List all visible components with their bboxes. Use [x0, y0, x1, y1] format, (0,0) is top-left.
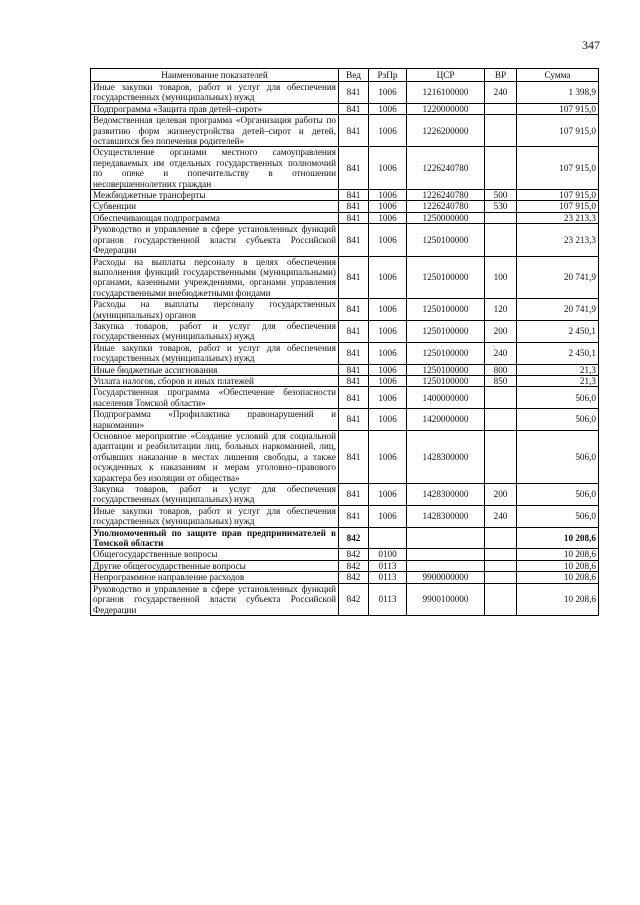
table-row: [91, 224, 599, 256]
header-vr: ВР: [485, 69, 517, 82]
row-ved: 841: [339, 387, 369, 409]
row-rzpr: 1006: [369, 147, 407, 190]
row-rzpr: 1006: [369, 320, 407, 342]
row-rzpr: [369, 527, 407, 549]
row-csr: 1428300000: [407, 484, 485, 506]
row-name: Руководство и управление в сфере установленных функций органов государственной власти субъекта Российской Федерации: [91, 583, 339, 615]
row-sum: 2 450,1: [517, 342, 599, 364]
table-row: [91, 431, 599, 484]
row-rzpr: 1006: [369, 505, 407, 527]
row-vr: [485, 572, 517, 583]
row-name: Иные закупки товаров, работ и услуг для обеспечения государственных (муниципальных) нужд: [91, 505, 339, 527]
row-csr: 1428300000: [407, 431, 485, 484]
row-sum: 107 915,0: [517, 201, 599, 212]
table-row: [91, 103, 599, 114]
row-csr: 9900100000: [407, 583, 485, 615]
row-ved: 841: [339, 375, 369, 386]
row-ved: 841: [339, 201, 369, 212]
row-ved: 841: [339, 299, 369, 321]
row-name: Уплата налогов, сборов и иных платежей: [91, 375, 339, 386]
row-ved: 841: [339, 431, 369, 484]
row-vr: [485, 560, 517, 571]
row-csr: 1250100000: [407, 299, 485, 321]
row-sum: 107 915,0: [517, 190, 599, 201]
row-vr: [485, 387, 517, 409]
row-csr: 1250100000: [407, 320, 485, 342]
table-row: [91, 256, 599, 299]
table-row: [91, 409, 599, 431]
row-sum: 2 450,1: [517, 320, 599, 342]
row-name: Общегосударственные вопросы: [91, 549, 339, 560]
row-name: Расходы на выплаты персоналу государственных (муниципальных) органов: [91, 299, 339, 321]
table-row: [91, 505, 599, 527]
row-sum: 10 208,6: [517, 560, 599, 571]
table-row: [91, 364, 599, 375]
row-csr: 1226240780: [407, 201, 485, 212]
row-ved: 842: [339, 549, 369, 560]
row-vr: 500: [485, 190, 517, 201]
row-name: Иные бюджетные ассигнования: [91, 364, 339, 375]
row-ved: 841: [339, 320, 369, 342]
row-csr: [407, 560, 485, 571]
header-name: Наименование показателей: [91, 69, 339, 82]
row-rzpr: 1006: [369, 484, 407, 506]
row-ved: 841: [339, 256, 369, 299]
row-csr: 1250100000: [407, 375, 485, 386]
row-rzpr: 1006: [369, 201, 407, 212]
table-row: [91, 549, 599, 560]
row-csr: 1250100000: [407, 256, 485, 299]
row-vr: 530: [485, 201, 517, 212]
row-csr: 1250100000: [407, 224, 485, 256]
row-name: Другие общегосударственные вопросы: [91, 560, 339, 571]
row-sum: 10 208,6: [517, 583, 599, 615]
row-vr: 850: [485, 375, 517, 386]
row-name: Ведомственная целевая программа «Организация работы по развитию форм жизнеустройства детей–сирот и детей, оставшихся без попечения родителей»: [91, 115, 339, 147]
table-row: [91, 320, 599, 342]
header-ved: Вед: [339, 69, 369, 82]
row-sum: 506,0: [517, 484, 599, 506]
row-rzpr: 1006: [369, 364, 407, 375]
row-name: Расходы на выплаты персоналу в целях обеспечения выполнения функций государственными (муниципальными) органами, казенными учреждениями, органами управления государственными внебюджетными фондами: [91, 256, 339, 299]
row-vr: 240: [485, 505, 517, 527]
row-vr: 120: [485, 299, 517, 321]
table-row: [91, 190, 599, 201]
row-csr: 1250100000: [407, 364, 485, 375]
header-csr: ЦСР: [407, 69, 485, 82]
row-name: Межбюджетные трансферты: [91, 190, 339, 201]
row-ved: 841: [339, 115, 369, 147]
row-ved: 841: [339, 82, 369, 104]
row-sum: 10 208,6: [517, 572, 599, 583]
row-name: Подпрограмма «Защита прав детей–сирот»: [91, 103, 339, 114]
row-name: Подпрограмма «Профилактика правонарушений и наркомании»: [91, 409, 339, 431]
table-header-row: [91, 69, 599, 82]
row-sum: 10 208,6: [517, 527, 599, 549]
row-csr: 1220000000: [407, 103, 485, 114]
table-body: [91, 82, 599, 616]
table-row: [91, 82, 599, 104]
row-rzpr: 1006: [369, 375, 407, 386]
row-ved: 841: [339, 484, 369, 506]
row-name: Государственная программа «Обеспечение безопасности населения Томской области»: [91, 387, 339, 409]
row-sum: 20 741,9: [517, 256, 599, 299]
row-csr: 1400000000: [407, 387, 485, 409]
row-rzpr: 0100: [369, 549, 407, 560]
row-vr: [485, 103, 517, 114]
row-csr: 1226240780: [407, 147, 485, 190]
row-vr: 240: [485, 342, 517, 364]
table-row: [91, 560, 599, 571]
table-row: [91, 201, 599, 212]
table-row: [91, 375, 599, 386]
table-row: [91, 572, 599, 583]
row-rzpr: 1006: [369, 299, 407, 321]
row-vr: [485, 583, 517, 615]
row-sum: 10 208,6: [517, 549, 599, 560]
row-ved: 841: [339, 103, 369, 114]
row-name: Непрограммное направление расходов: [91, 572, 339, 583]
row-sum: 21,3: [517, 375, 599, 386]
table-row: [91, 342, 599, 364]
row-ved: 842: [339, 527, 369, 549]
row-ved: 842: [339, 560, 369, 571]
budget-table: [90, 68, 599, 616]
row-rzpr: 1006: [369, 256, 407, 299]
row-sum: 506,0: [517, 409, 599, 431]
row-name: Закупка товаров, работ и услуг для обеспечения государственных (муниципальных) нужд: [91, 484, 339, 506]
row-ved: 841: [339, 147, 369, 190]
row-vr: [485, 431, 517, 484]
row-csr: 1216100000: [407, 82, 485, 104]
row-sum: 506,0: [517, 431, 599, 484]
row-ved: 841: [339, 224, 369, 256]
header-rzpr: РзПр: [369, 69, 407, 82]
row-csr: 1420000000: [407, 409, 485, 431]
page-number: 347: [582, 38, 600, 52]
row-csr: 1250000000: [407, 212, 485, 223]
row-name: Основное мероприятие «Создание условий для социальной адаптации и реабилитации лиц, больных наркоманией, лиц, отбывших наказание в местах лишения свободы, а также осужденных к наказаниям и мерам уголовно–правового характера без изоляции от общества»: [91, 431, 339, 484]
row-name: Закупка товаров, работ и услуг для обеспечения государственных (муниципальных) нужд: [91, 320, 339, 342]
row-vr: [485, 409, 517, 431]
row-vr: [485, 549, 517, 560]
row-ved: 841: [339, 364, 369, 375]
row-sum: 20 741,9: [517, 299, 599, 321]
table-row: [91, 484, 599, 506]
row-csr: 1226200000: [407, 115, 485, 147]
row-rzpr: 1006: [369, 342, 407, 364]
row-csr: [407, 549, 485, 560]
table-row: [91, 147, 599, 190]
row-vr: 100: [485, 256, 517, 299]
table-row: [91, 115, 599, 147]
row-name: Обеспечивающая подпрограмма: [91, 212, 339, 223]
row-rzpr: 1006: [369, 387, 407, 409]
row-rzpr: 1006: [369, 82, 407, 104]
row-sum: 23 213,3: [517, 212, 599, 223]
row-ved: 842: [339, 572, 369, 583]
row-rzpr: 1006: [369, 431, 407, 484]
table-row: [91, 583, 599, 615]
row-vr: [485, 224, 517, 256]
header-sum: Сумма: [517, 69, 599, 82]
row-rzpr: 0113: [369, 572, 407, 583]
row-sum: 107 915,0: [517, 103, 599, 114]
row-vr: 200: [485, 484, 517, 506]
row-vr: [485, 527, 517, 549]
row-ved: 841: [339, 212, 369, 223]
row-name: Руководство и управление в сфере установленных функций органов государственной власти субъекта Российской Федерации: [91, 224, 339, 256]
table-row: [91, 212, 599, 223]
row-vr: 800: [485, 364, 517, 375]
row-ved: 842: [339, 583, 369, 615]
row-ved: 841: [339, 505, 369, 527]
row-sum: 506,0: [517, 387, 599, 409]
table-row: [91, 299, 599, 321]
row-csr: 1428300000: [407, 505, 485, 527]
row-rzpr: 1006: [369, 190, 407, 201]
row-ved: 841: [339, 190, 369, 201]
row-name: Иные закупки товаров, работ и услуг для обеспечения государственных (муниципальных) нужд: [91, 342, 339, 364]
row-csr: [407, 527, 485, 549]
table-row: [91, 527, 599, 549]
row-csr: 9900000000: [407, 572, 485, 583]
row-csr: 1250100000: [407, 342, 485, 364]
row-csr: 1226240780: [407, 190, 485, 201]
row-sum: 506,0: [517, 505, 599, 527]
row-rzpr: 0113: [369, 560, 407, 571]
row-vr: [485, 147, 517, 190]
row-rzpr: 1006: [369, 115, 407, 147]
row-name: Иные закупки товаров, работ и услуг для обеспечения государственных (муниципальных) нужд: [91, 82, 339, 104]
row-rzpr: 1006: [369, 212, 407, 223]
row-rzpr: 1006: [369, 103, 407, 114]
row-ved: 841: [339, 409, 369, 431]
row-sum: 107 915,0: [517, 115, 599, 147]
row-rzpr: 1006: [369, 224, 407, 256]
row-sum: 107 915,0: [517, 147, 599, 190]
row-sum: 21,3: [517, 364, 599, 375]
row-sum: 1 398,9: [517, 82, 599, 104]
row-rzpr: 0113: [369, 583, 407, 615]
row-name: Осуществление органами местного самоуправления передаваемых им отдельных государственных полномочий по опеке и попечительству в отношении несовершеннолетних граждан: [91, 147, 339, 190]
table-row: [91, 387, 599, 409]
row-sum: 23 213,3: [517, 224, 599, 256]
row-vr: 240: [485, 82, 517, 104]
row-ved: 841: [339, 342, 369, 364]
row-rzpr: 1006: [369, 409, 407, 431]
row-vr: 200: [485, 320, 517, 342]
row-vr: [485, 212, 517, 223]
row-vr: [485, 115, 517, 147]
row-name: Субвенции: [91, 201, 339, 212]
row-name: Уполномоченный по защите прав предпринимателей в Томской области: [91, 527, 339, 549]
